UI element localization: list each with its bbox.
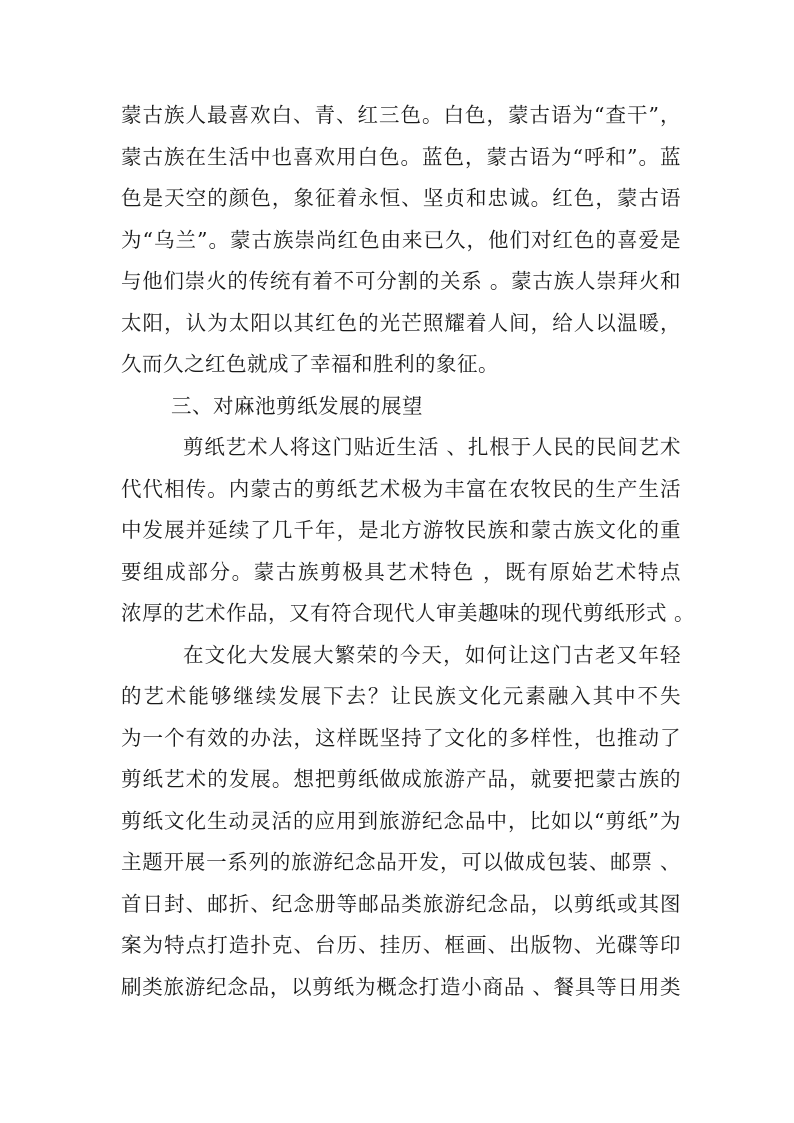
text-line: 案为特点打造扑克、台历、挂历、框画、出版物、光碟等印 [121, 933, 681, 957]
text-line: 在文化大发展大繁荣的今天，如何让这门古老又年轻 [183, 642, 681, 667]
text-line: 要组成部分。蒙古族剪极具艺术特色 ，既有原始艺术特点 [121, 559, 681, 584]
text-line: 刷类旅游纪念品，以剪纸为概念打造小商品 、餐具等日用类 [121, 974, 681, 999]
text-line: 主题开展一系列的旅游纪念品开发，可以做成包装、邮票 、 [121, 850, 681, 874]
text-line: 久而久之红色就成了幸福和胜利的象征。 [121, 352, 499, 376]
text-line: 剪纸艺术人将这门贴近生活 、扎根于人民的民间艺术 [183, 435, 681, 459]
text-line: 蒙古族在生活中也喜欢用白色。蓝色，蒙古语为“呼和”。蓝 [121, 144, 681, 169]
text-line: 太阳，认为太阳以其红色的光芒照耀着人间，给人以温暖， [121, 310, 681, 335]
text-line: 首日封、邮折、纪念册等邮品类旅游纪念品，以剪纸或其图 [121, 891, 681, 916]
text-line: 剪纸文化生动灵活的应用到旅游纪念品中，比如以“剪纸”为 [121, 808, 681, 833]
heading-text: 三、对麻池剪纸发展的展望 [171, 393, 423, 418]
paragraph-colors [121, 95, 681, 386]
text-line: 的艺术能够继续发展下去？让民族文化元素融入其中不失 [121, 684, 681, 708]
text-line: 剪纸艺术的发展。想把剪纸做成旅游产品，就要把蒙古族的 [121, 767, 681, 791]
text-line: 为“乌兰”。蒙古族崇尚红色由来已久，他们对红色的喜爱是 [121, 227, 681, 252]
text-line: 代代相传。内蒙古的剪纸艺术极为丰富在农牧民的生产生活 [121, 476, 681, 501]
section-heading [121, 386, 681, 428]
text-line: 色是天空的颜色，象征着永恒、坚贞和忠诚。红色，蒙古语 [121, 186, 681, 210]
paragraph-heritage [121, 427, 696, 635]
text-line: 中发展并延续了几千年，是北方游牧民族和蒙古族文化的重 [121, 518, 681, 542]
text-line: 蒙古族人最喜欢白、青、红三色。白色，蒙古语为“查干”， [121, 103, 681, 127]
text-line: 与他们崇火的传统有着不可分割的关系 。蒙古族人崇拜火和 [121, 269, 681, 293]
text-line: 为一个有效的办法，这样既坚持了文化的多样性，也推动了 [121, 725, 681, 750]
text-body [121, 95, 696, 1008]
text-line: 浓厚的艺术作品，又有符合现代人审美趣味的现代剪纸形式 。 [121, 601, 696, 625]
paragraph-development [121, 635, 681, 1009]
